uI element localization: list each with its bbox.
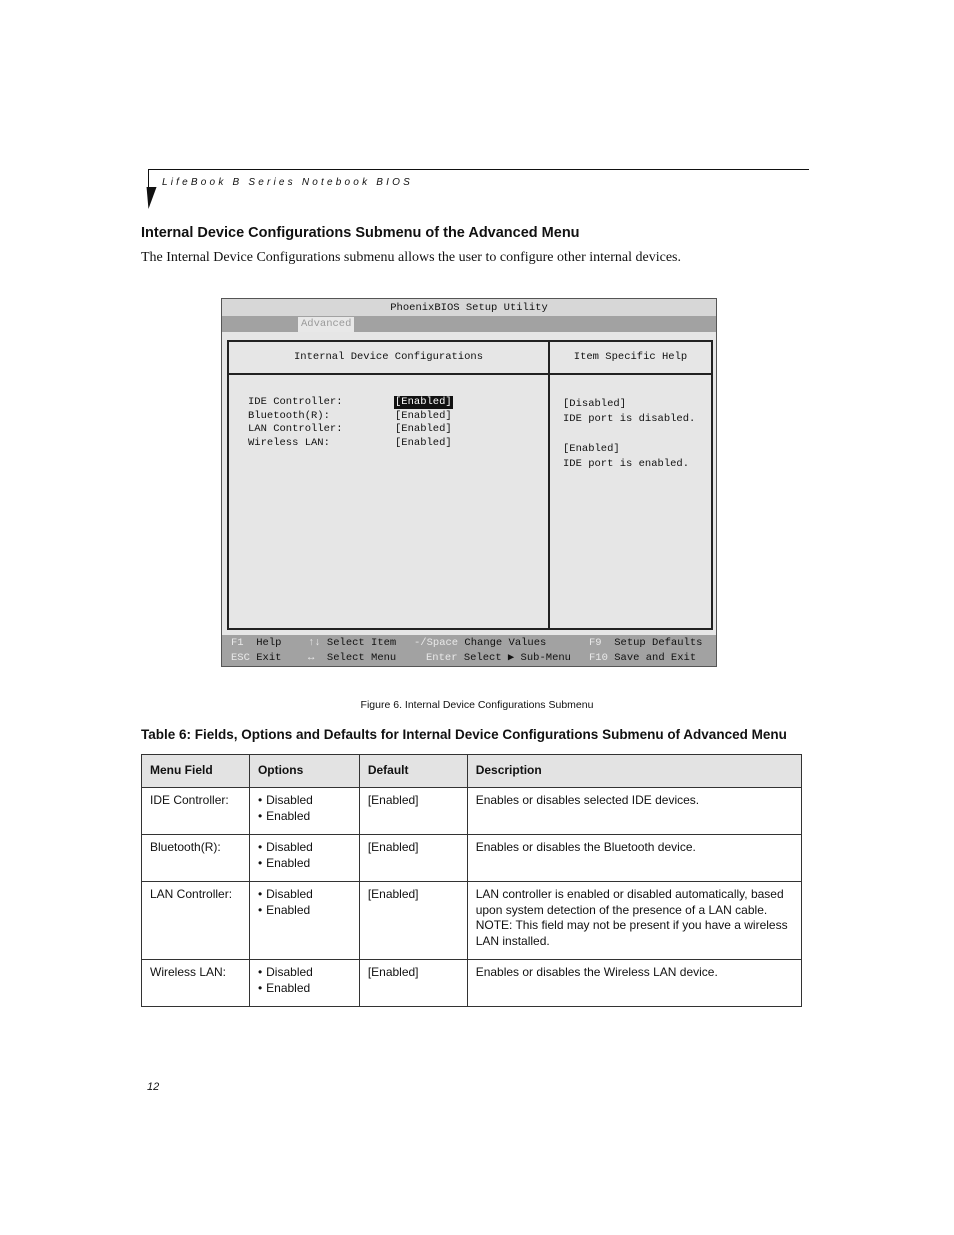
- header-description: Description: [467, 755, 801, 788]
- cell-description: Enables or disables the Wireless LAN device.: [467, 960, 801, 1007]
- cell-options: [249, 960, 359, 1007]
- table-row: [142, 960, 802, 1007]
- bios-key-legend: [222, 635, 716, 666]
- cell-description: Enables or disables the Bluetooth device.: [467, 835, 801, 882]
- cell-field: Bluetooth(R):: [142, 835, 250, 882]
- header-rule: [148, 169, 809, 170]
- bios-main-panel: [227, 340, 550, 630]
- key-f9: F9 Setup Defaults: [589, 637, 703, 649]
- option-item: • Disabled: [258, 840, 351, 856]
- table-row: [142, 835, 802, 882]
- page-number: 12: [147, 1081, 160, 1093]
- cell-options: [249, 882, 359, 960]
- options-table: [141, 754, 802, 1007]
- header-rule-vertical: [148, 169, 149, 189]
- cell-description: Enables or disables selected IDE devices.: [467, 788, 801, 835]
- bios-item-value[interactable]: [Enabled]: [395, 423, 452, 435]
- option-item: • Disabled: [258, 965, 351, 981]
- option-item: • Enabled: [258, 981, 351, 997]
- cell-default: [Enabled]: [359, 788, 467, 835]
- bios-item-label: Bluetooth(R):: [248, 410, 330, 422]
- header-default: Default: [359, 755, 467, 788]
- table-row: [142, 788, 802, 835]
- key-f1: F1 Help: [231, 637, 282, 649]
- table-row: [142, 882, 802, 960]
- bios-item-value[interactable]: [Enabled]: [395, 410, 452, 422]
- option-item: • Disabled: [258, 793, 351, 809]
- cell-field: Wireless LAN:: [142, 960, 250, 1007]
- running-title: LifeBook B Series Notebook BIOS: [162, 177, 413, 188]
- bios-item-label: LAN Controller:: [248, 423, 343, 435]
- header-menu-field: Menu Field: [142, 755, 250, 788]
- header-options: Options: [249, 755, 359, 788]
- section-title: Internal Device Configurations Submenu of the Advanced Menu: [141, 225, 580, 241]
- option-item: • Enabled: [258, 856, 351, 872]
- bios-help-title: Item Specific Help: [550, 342, 711, 375]
- cell-default: [Enabled]: [359, 960, 467, 1007]
- bios-item-value[interactable]: [Enabled]: [395, 396, 452, 408]
- figure-caption: Figure 6. Internal Device Configurations Submenu: [360, 699, 594, 711]
- option-item: • Enabled: [258, 809, 351, 825]
- cell-field: IDE Controller:: [142, 788, 250, 835]
- key-change-values: -/Space Change Values: [414, 637, 547, 649]
- key-f10: F10 Save and Exit: [589, 652, 697, 664]
- cell-default: [Enabled]: [359, 882, 467, 960]
- cell-default: [Enabled]: [359, 835, 467, 882]
- key-select-item: ↑↓ Select Item: [308, 637, 397, 649]
- bios-help-panel: [548, 340, 713, 630]
- key-esc: ESC Exit: [231, 652, 282, 664]
- bios-item-label: Wireless LAN:: [248, 437, 330, 449]
- bios-help-text: [Disabled] IDE port is disabled. [Enabled] IDE port is enabled.: [563, 398, 696, 470]
- option-item: • Disabled: [258, 887, 351, 903]
- cell-options: [249, 788, 359, 835]
- cell-options: [249, 835, 359, 882]
- bios-item-value[interactable]: [Enabled]: [395, 437, 452, 449]
- table-title: Table 6: Fields, Options and Defaults for Internal Device Configurations Submenu of Advanced Menu: [141, 727, 787, 742]
- bios-menu-bar: [222, 316, 716, 332]
- table-header-row: [142, 755, 802, 788]
- key-select-menu: ↔ Select Menu: [308, 652, 397, 664]
- bios-item-label: IDE Controller:: [248, 396, 343, 408]
- cell-field: LAN Controller:: [142, 882, 250, 960]
- header-wedge-mark: [143, 187, 156, 209]
- bios-screen: [221, 298, 717, 667]
- option-item: • Enabled: [258, 903, 351, 919]
- bios-title: PhoenixBIOS Setup Utility: [222, 299, 716, 316]
- bios-panel-title: Internal Device Configurations: [229, 342, 548, 375]
- section-description: The Internal Device Configurations submenu allows the user to configure other internal devices.: [141, 250, 681, 265]
- bios-menu-advanced[interactable]: Advanced: [298, 317, 354, 332]
- cell-description: LAN controller is enabled or disabled automatically, based upon system detection of the presence of a LAN cable. NOTE: This field may not be present if you have a wireless LAN installed.: [467, 882, 801, 960]
- key-enter: Enter Select ▶ Sub-Menu: [426, 652, 571, 664]
